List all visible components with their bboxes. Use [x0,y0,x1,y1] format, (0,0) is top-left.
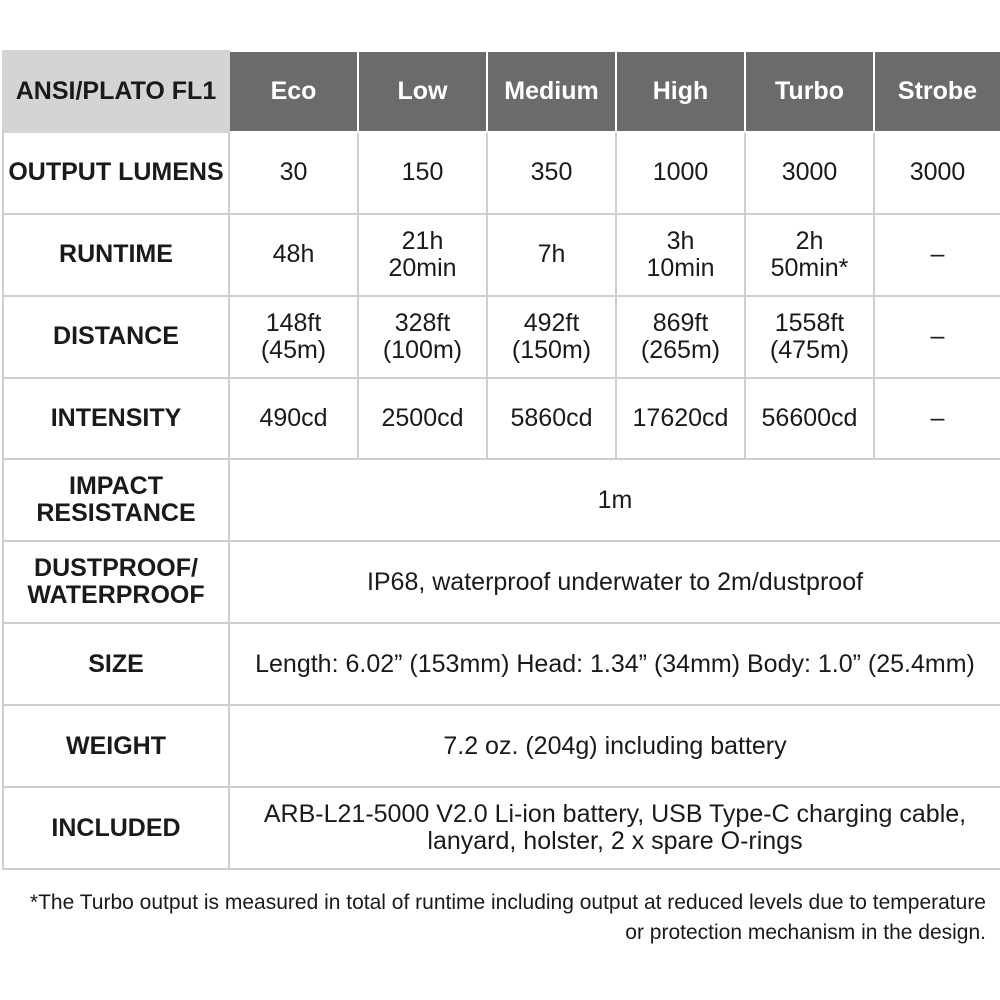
cell-value-line: 328ft [394,308,451,337]
included-row [3,787,1000,869]
row-label-line: DISTANCE [53,322,179,351]
output-lumens-high-cell [616,132,745,214]
cell-value-line: – [930,240,945,269]
distance-row [3,296,1000,378]
output-lumens-row [3,132,1000,214]
cell-value-line: 492ft [523,308,580,337]
intensity-eco-cell [229,378,358,460]
mode-header-medium: Medium [487,51,616,132]
row-label-line: RUNTIME [59,240,173,269]
cell-value-line: 869ft [652,308,709,337]
row-label-line: OUTPUT LUMENS [8,158,224,187]
cell-value-line: 150 [401,158,444,187]
distance-strobe-cell [874,296,1000,378]
cell-value-line: 17620cd [632,403,729,432]
cell-value-line: (265m) [640,335,721,364]
row-label-line: IMPACT [69,472,163,501]
row-label-line: RESISTANCE [36,499,196,528]
runtime-row [3,214,1000,296]
impact-resistance-label [3,459,229,541]
footnote-line: or protection mechanism in the design. [625,921,986,944]
cell-value-line: 1558ft [774,308,845,337]
cell-value-line: – [930,322,945,351]
cell-value-line: 56600cd [761,403,858,432]
dustproof-waterproof-row [3,541,1000,623]
runtime-strobe-cell [874,214,1000,296]
cell-value-line: 490cd [259,403,328,432]
cell-value-line: 50min* [770,253,849,282]
cell-value-line: 21h [401,226,444,255]
distance-eco-cell [229,296,358,378]
mode-header-low: Low [358,51,487,132]
runtime-turbo-cell [745,214,874,296]
row-label-line: INTENSITY [50,403,182,432]
size-label [3,623,229,705]
size-value-cell [229,623,1000,705]
distance-low-cell [358,296,487,378]
intensity-strobe-cell [874,378,1000,460]
cell-value-line: 3000 [781,158,838,187]
footnote [20,888,986,948]
cell-value-line: 30 [279,158,308,187]
cell-value-line: 5860cd [510,403,593,432]
cell-value-line: (100m) [382,335,463,364]
distance-medium-cell [487,296,616,378]
cell-value-line: 1000 [652,158,709,187]
output-lumens-medium-cell [487,132,616,214]
header-row [3,51,1000,132]
included-label [3,787,229,869]
distance-turbo-cell [745,296,874,378]
output-lumens-low-cell [358,132,487,214]
footnote-line: *The Turbo output is measured in total of runtime including output at reduced levels due to temperature [29,891,986,914]
intensity-high-cell [616,378,745,460]
cell-value-line: 3000 [909,158,966,187]
runtime-medium-cell [487,214,616,296]
distance-label [3,296,229,378]
cell-value-line: 7h [537,240,566,269]
cell-value-line: 10min [646,253,715,282]
output-lumens-eco-cell [229,132,358,214]
output-lumens-label [3,132,229,214]
runtime-eco-cell [229,214,358,296]
cell-value-line: (475m) [769,335,850,364]
cell-value-line: Length: 6.02” (153mm) Head: 1.34” (34mm) Body: 1.0” (25.4mm) [255,649,975,678]
mode-header-eco: Eco [229,51,358,132]
runtime-high-cell [616,214,745,296]
dustproof-waterproof-value-cell [229,541,1000,623]
cell-value-line: 20min [388,253,457,282]
cell-value-line: – [930,403,945,432]
cell-value-line: (150m) [511,335,592,364]
cell-value-line: 2h [795,226,824,255]
cell-value-line: 2500cd [381,403,464,432]
included-value-cell [229,787,1000,869]
runtime-low-cell [358,214,487,296]
cell-value-line: 1m [597,485,633,514]
cell-value-line: 7.2 oz. (204g) including battery [443,731,787,760]
runtime-label [3,214,229,296]
row-label-line: DUSTPROOF/ [34,554,198,583]
impact-resistance-value-cell [229,459,1000,541]
dustproof-waterproof-label [3,541,229,623]
row-label-line: INCLUDED [51,813,181,842]
distance-high-cell [616,296,745,378]
cell-value-line: ARB-L21-5000 V2.0 Li-ion battery, USB Type-C charging cable, [263,800,967,828]
impact-resistance-row [3,459,1000,541]
output-lumens-strobe-cell [874,132,1000,214]
output-lumens-turbo-cell [745,132,874,214]
row-label-line: WEIGHT [66,731,166,760]
intensity-row [3,378,1000,460]
corner-header: ANSI/PLATO FL1 [3,51,229,132]
weight-row [3,705,1000,787]
row-label-line: SIZE [88,649,144,678]
row-label-line: WATERPROOF [27,581,205,610]
spec-table [2,50,1000,870]
cell-value-line: 148ft [265,308,322,337]
size-row [3,623,1000,705]
weight-value-cell [229,705,1000,787]
weight-label [3,705,229,787]
intensity-low-cell [358,378,487,460]
mode-header-strobe: Strobe [874,51,1000,132]
cell-value-line: IP68, waterproof underwater to 2m/dustproof [366,567,864,596]
mode-header-turbo: Turbo [745,51,874,132]
cell-value-line: 3h [666,226,695,255]
intensity-label [3,378,229,460]
cell-value-line: lanyard, holster, 2 x spare O-rings [427,827,803,855]
cell-value-line: 48h [272,240,315,269]
mode-header-high: High [616,51,745,132]
intensity-medium-cell [487,378,616,460]
cell-value-line: 350 [530,158,573,187]
intensity-turbo-cell [745,378,874,460]
cell-value-line: (45m) [260,335,327,364]
